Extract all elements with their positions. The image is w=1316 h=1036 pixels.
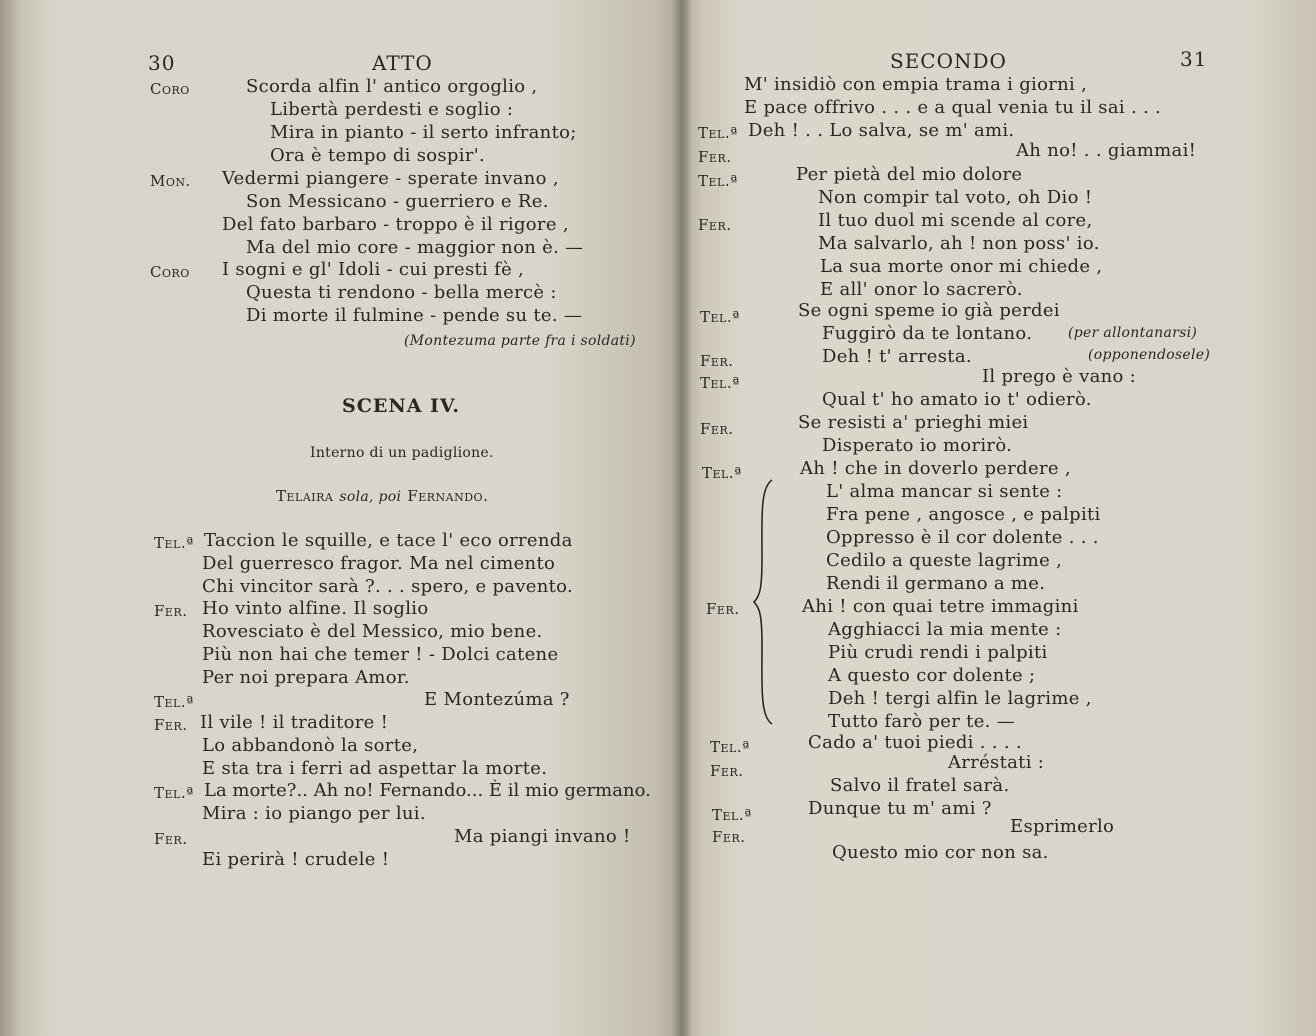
verse-line: La morte?.. Ah no! Fernando... È il mio germano. [204, 780, 651, 801]
verse-line: Se resisti a' prieghi miei [798, 412, 1029, 433]
verse-line: Lo abbandonò la sorte, [202, 735, 419, 756]
scene-setting: Interno di un padiglione. [310, 445, 494, 461]
speaker-label: Fer. [700, 352, 734, 370]
speaker-label: Tel.ª [702, 464, 742, 482]
verse-line: Più crudi rendi i palpiti [828, 642, 1048, 663]
stage-direction: (Montezuma parte fra i soldati) [404, 333, 636, 349]
verse-line: Mira in pianto - il serto infranto; [270, 122, 577, 143]
verse-line: Ei perirà ! crudele ! [202, 849, 390, 870]
verse-line: Ma del mio core - maggior non è. — [246, 237, 584, 258]
speaker-label: Coro [150, 263, 190, 281]
speaker-label: Tel.ª [154, 693, 194, 711]
verse-line: Salvo il fratel sarà. [830, 775, 1010, 796]
verse-line: Di morte il fulmine - pende su te. — [246, 305, 583, 326]
verse-line: Rovesciato è del Messico, mio bene. [202, 621, 543, 642]
duet-brace [752, 478, 782, 726]
verse-line: Cedilo a queste lagrime , [826, 550, 1063, 571]
verse-line: Fra pene , angosce , e palpiti [826, 504, 1101, 525]
verse-line: Ora è tempo di sospir'. [270, 145, 485, 166]
verse-line: M' insidiò con empia trama i giorni , [744, 74, 1088, 95]
speaker-label: Tel.ª [710, 738, 750, 756]
verse-line: Deh ! t' arresta. [822, 346, 972, 367]
verse-line: Del guerresco fragor. Ma nel cimento [202, 553, 556, 574]
book-gutter [672, 0, 692, 1036]
speaker-label: Fer. [710, 762, 744, 780]
speaker-label: Fer. [712, 828, 746, 846]
speaker-label: Fer. [706, 600, 740, 618]
verse-line: La sua morte onor mi chiede , [820, 256, 1103, 277]
scene-title: SCENA IV. [342, 395, 460, 417]
verse-line: Libertà perdesti e soglio : [270, 99, 514, 120]
speaker-label: Tel.ª [712, 806, 752, 824]
left-page-number: 30 [148, 51, 176, 75]
stage-direction: (per allontanarsi) [1068, 325, 1198, 341]
verse-line: Il vile ! il traditore ! [200, 712, 389, 733]
verse-line: Per noi prepara Amor. [202, 667, 410, 688]
verse-line: Se ogni speme io già perdei [798, 300, 1060, 321]
character-name: Fernando. [407, 487, 489, 505]
verse-line: Ah ! che in doverlo perdere , [800, 458, 1071, 479]
verse-line: Più non hai che temer ! - Dolci catene [202, 644, 559, 665]
verse-line: A questo cor dolente ; [828, 665, 1036, 686]
verse-line: Son Messicano - guerriero e Re. [246, 191, 549, 212]
verse-line: Fuggirò da te lontano. [822, 323, 1033, 344]
speaker-label: Mon. [150, 172, 191, 190]
speaker-label: Tel.ª [698, 124, 738, 142]
verse-line: Il tuo duol mi scende al core, [818, 210, 1093, 231]
verse-line: Questa ti rendono - bella mercè : [246, 282, 557, 303]
verse-line: Scorda alfin l' antico orgoglio , [246, 76, 538, 97]
character-name: Telaira [276, 487, 334, 505]
speaker-label: Fer. [700, 420, 734, 438]
verse-line: Ma piangi invano ! [454, 826, 631, 847]
verse-line: Il prego è vano : [982, 366, 1137, 387]
character-note: sola, poi [339, 489, 402, 505]
verse-line: Non compir tal voto, oh Dio ! [818, 187, 1093, 208]
scene-characters [276, 485, 488, 508]
verse-line: Taccion le squille, e tace l' eco orrenda [204, 530, 573, 551]
verse-line: Ahi ! con quai tetre immagini [802, 596, 1079, 617]
speaker-label: Coro [150, 80, 190, 98]
verse-line: Esprimerlo [1010, 816, 1115, 837]
speaker-label: Fer. [698, 148, 732, 166]
verse-line: Ho vinto alfine. Il soglio [202, 598, 429, 619]
verse-line: Ah no! . . giammai! [1016, 140, 1197, 161]
verse-line: Del fato barbaro - troppo è il rigore , [222, 214, 569, 235]
speaker-label: Tel.ª [154, 534, 194, 552]
verse-line: Deh ! tergi alfin le lagrime , [828, 688, 1092, 709]
verse-line: Tutto farò per te. — [828, 711, 1016, 732]
right-running-head: SECONDO [890, 49, 1007, 73]
verse-line: E pace offrivo . . . e a qual venia tu il sai . . . [744, 97, 1162, 118]
verse-line: E sta tra i ferri ad aspettar la morte. [202, 758, 548, 779]
verse-line: Rendi il germano a me. [826, 573, 1046, 594]
verse-line: Vedermi piangere - sperate invano , [222, 168, 559, 189]
speaker-label: Fer. [698, 216, 732, 234]
verse-line: E all' onor lo sacrerò. [820, 279, 1023, 300]
verse-line: Mira : io piango per lui. [202, 803, 426, 824]
verse-line: Oppresso è il cor dolente . . . [826, 527, 1099, 548]
verse-line: E Montezúma ? [424, 689, 570, 710]
speaker-label: Tel.ª [698, 172, 738, 190]
speaker-label: Tel.ª [154, 784, 194, 802]
verse-line: Qual t' ho amato io t' odierò. [822, 389, 1092, 410]
verse-line: I sogni e gl' Idoli - cui presti fè , [222, 259, 525, 280]
speaker-label: Fer. [154, 716, 188, 734]
right-page-number: 31 [1180, 47, 1208, 71]
verse-line: Arréstati : [948, 752, 1045, 773]
stage-direction: (opponendosele) [1088, 347, 1211, 363]
verse-line: Ma salvarlo, ah ! non poss' io. [818, 233, 1100, 254]
left-running-head: ATTO [372, 51, 433, 75]
verse-line: Deh ! . . Lo salva, se m' ami. [748, 120, 1015, 141]
verse-line: Per pietà del mio dolore [796, 164, 1023, 185]
verse-line: Agghiacci la mia mente : [828, 619, 1062, 640]
verse-line: Questo mio cor non sa. [832, 842, 1049, 863]
speaker-label: Tel.ª [700, 308, 740, 326]
verse-line: Cado a' tuoi piedi . . . . [808, 732, 1022, 753]
speaker-label: Fer. [154, 830, 188, 848]
verse-line: L' alma mancar si sente : [826, 481, 1063, 502]
verse-line: Chi vincitor sarà ?. . . spero, e pavento. [202, 576, 574, 597]
speaker-label: Fer. [154, 602, 188, 620]
verse-line: Dunque tu m' ami ? [808, 798, 992, 819]
verse-line: Disperato io morirò. [822, 435, 1013, 456]
speaker-label: Tel.ª [700, 374, 740, 392]
